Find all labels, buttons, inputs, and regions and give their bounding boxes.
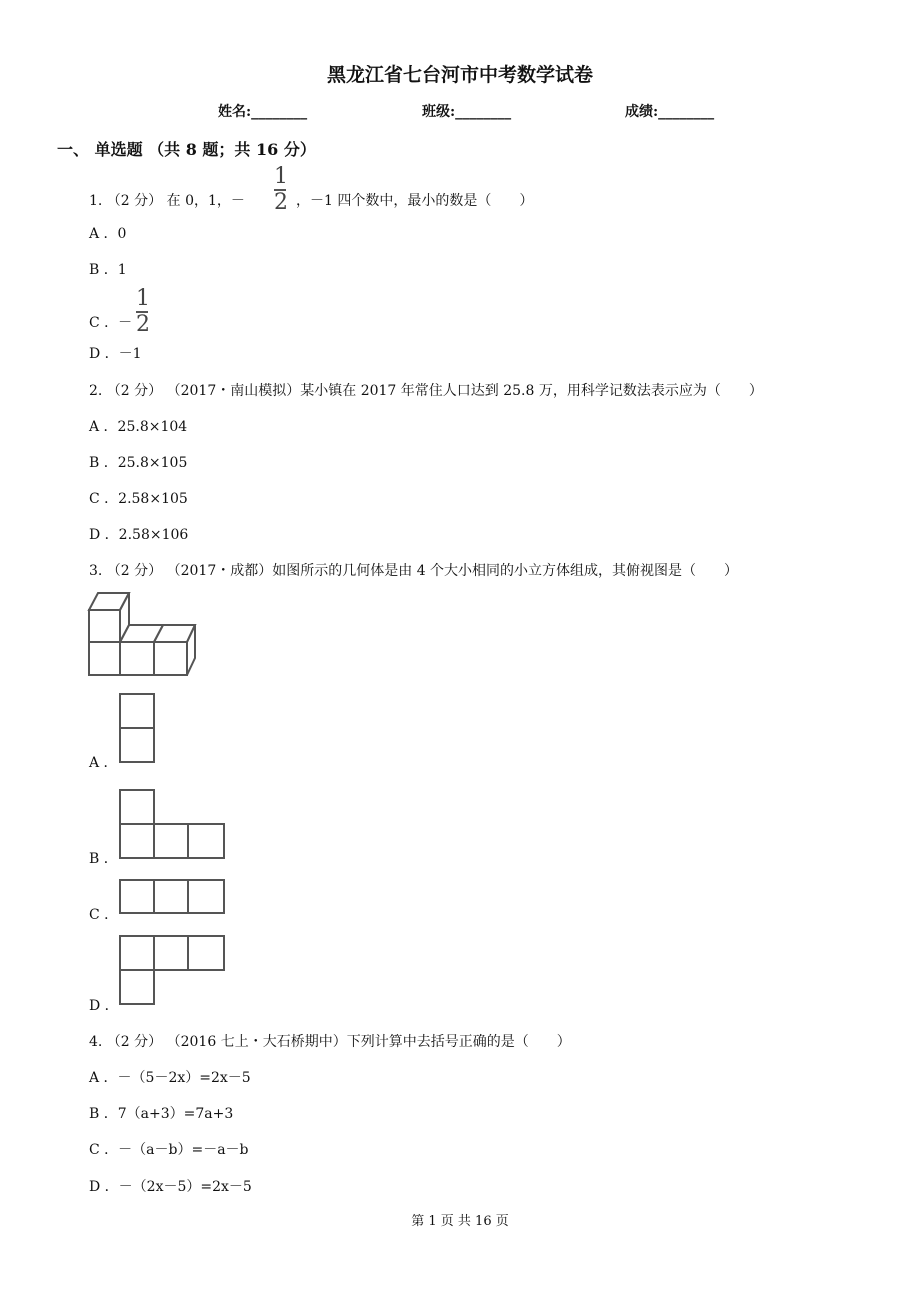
- q1-stem-start: 1. （2 分） 在 0，1，－: [89, 193, 245, 209]
- view-square: [187, 823, 225, 859]
- view-square: [153, 935, 189, 971]
- q1-option-d[interactable]: D ．－1: [89, 346, 142, 362]
- q4-option-d[interactable]: D ．－（2x－5）=2x－5: [89, 1179, 252, 1195]
- view-square: [119, 935, 155, 971]
- view-square: [187, 935, 225, 971]
- score-field[interactable]: 成绩:________: [625, 104, 715, 120]
- view-square: [119, 969, 155, 1005]
- solid-figure-image: [86, 590, 198, 678]
- view-square: [153, 823, 189, 859]
- fraction-numerator: 1: [274, 164, 288, 189]
- view-square: [187, 879, 225, 914]
- q3-stem: 3. （2 分） （2017・成都）如图所示的几何体是由 4 个大小相同的小立方体组成，其俯视图是（ ）: [89, 563, 739, 579]
- q4-option-a[interactable]: A ．－（5－2x）=2x－5: [89, 1070, 251, 1086]
- q1-option-c-fraction: [136, 288, 150, 336]
- page-footer: 第 1 页 共 16 页: [411, 1214, 509, 1229]
- q1-option-c[interactable]: C ．－: [89, 315, 133, 331]
- fraction-numerator: 1: [136, 286, 150, 311]
- q2-option-d[interactable]: D ．2.58×106: [89, 527, 189, 543]
- q1-fraction: [274, 166, 288, 214]
- fraction-denominator: 2: [274, 190, 288, 215]
- view-square: [119, 727, 155, 763]
- q2-stem: 2. （2 分） （2017・南山模拟）某小镇在 2017 年常住人口达到 25.8 万，用科学记数法表示应为（ ）: [89, 383, 763, 399]
- view-square: [119, 823, 155, 859]
- view-square: [153, 879, 189, 914]
- q4-option-c[interactable]: C ．－（a－b）=－a－b: [89, 1142, 249, 1158]
- view-square: [119, 693, 155, 729]
- q2-option-a[interactable]: A ．25.8×104: [89, 419, 188, 435]
- q4-option-b[interactable]: B ．7（a+3）=7a+3: [89, 1106, 234, 1122]
- section-heading: 一、 单选题 （共 8 题；共 16 分）: [57, 140, 316, 159]
- view-square: [119, 789, 155, 825]
- q3-option-a[interactable]: A ．: [89, 755, 118, 771]
- q3-option-d[interactable]: D ．: [89, 998, 119, 1014]
- q2-option-b[interactable]: B ．25.8×105: [89, 455, 188, 471]
- view-square: [119, 879, 155, 914]
- q1-option-a[interactable]: A ．0: [89, 226, 127, 242]
- class-field[interactable]: 班级:________: [422, 104, 512, 120]
- q1-option-b[interactable]: B ．1: [89, 262, 127, 278]
- fraction-denominator: 2: [136, 312, 150, 337]
- q1-stem-end: ，－1 四个数中，最小的数是（ ）: [296, 193, 534, 209]
- q4-stem: 4. （2 分） （2016 七上・大石桥期中）下列计算中去括号正确的是（ ）: [89, 1034, 571, 1050]
- name-field[interactable]: 姓名:________: [218, 104, 308, 120]
- q2-option-c[interactable]: C ．2.58×105: [89, 491, 188, 507]
- page-title: 黑龙江省七台河市中考数学试卷: [326, 64, 593, 86]
- q3-option-c[interactable]: C ．: [89, 907, 119, 923]
- q3-option-b[interactable]: B ．: [89, 851, 118, 867]
